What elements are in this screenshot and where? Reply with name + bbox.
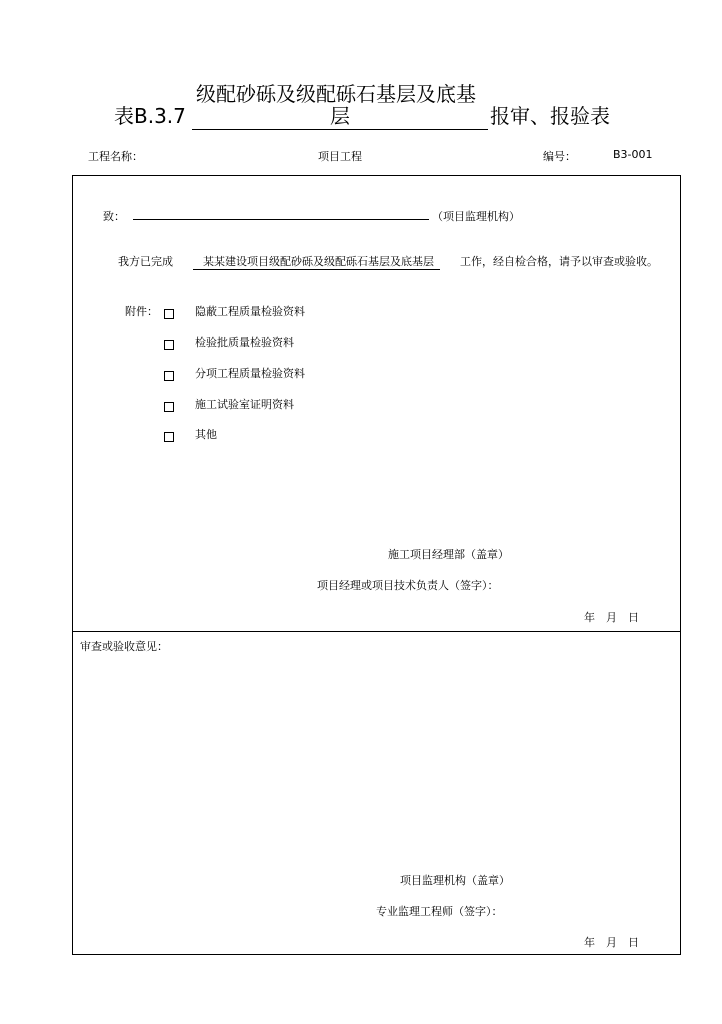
attachments-label: 附件： — [125, 305, 158, 318]
number-label: 编号： — [543, 150, 576, 163]
attachment-checkbox[interactable] — [164, 304, 174, 323]
attachment-checkbox[interactable] — [164, 366, 174, 385]
contractor-seal: 施工项目经理部（盖章） — [388, 548, 509, 561]
title-blank: 层 — [192, 100, 488, 130]
contractor-signer: 项目经理或项目技术负责人（签字）： — [317, 579, 499, 592]
project-label: 工程名称： — [88, 150, 143, 163]
completed-work: 某某建设项目级配砂砾及级配砾石基层及底基层 — [193, 253, 440, 270]
attachment-checkbox[interactable] — [164, 397, 174, 416]
section-divider — [72, 631, 681, 632]
review-date: 年 月 日 — [584, 936, 639, 949]
completed-prefix: 我方已完成 — [118, 255, 173, 268]
project-value: 项目工程 — [318, 150, 362, 163]
attachment-label: 其他 — [195, 428, 217, 441]
review-signer: 专业监理工程师（签字）： — [376, 905, 503, 918]
review-seal: 项目监理机构（盖章） — [400, 874, 510, 887]
title-suffix: 报审、报验表 — [490, 104, 610, 128]
attachment-label: 检验批质量检验资料 — [195, 336, 294, 349]
attachment-label: 施工试验室证明资料 — [195, 398, 294, 411]
attachment-label: 隐蔽工程质量检验资料 — [195, 305, 305, 318]
to-suffix: （项目监理机构） — [432, 210, 520, 223]
attachment-checkbox[interactable] — [164, 335, 174, 354]
completed-suffix: 工作，经自检合格，请予以审查或验收。 — [460, 255, 658, 268]
attachment-label: 分项工程质量检验资料 — [195, 367, 305, 380]
number-value: B3-001 — [613, 148, 653, 161]
review-label: 审查或验收意见： — [80, 640, 168, 653]
title-prefix: 表B.3.7 — [114, 104, 186, 128]
attachment-checkbox[interactable] — [164, 427, 174, 446]
to-label: 致： — [103, 210, 125, 223]
title-line1: 级配砂砾及级配砾石基层及底基 — [196, 82, 476, 106]
form-box — [72, 175, 681, 955]
contractor-date: 年 月 日 — [584, 611, 639, 624]
to-input[interactable] — [133, 206, 429, 220]
